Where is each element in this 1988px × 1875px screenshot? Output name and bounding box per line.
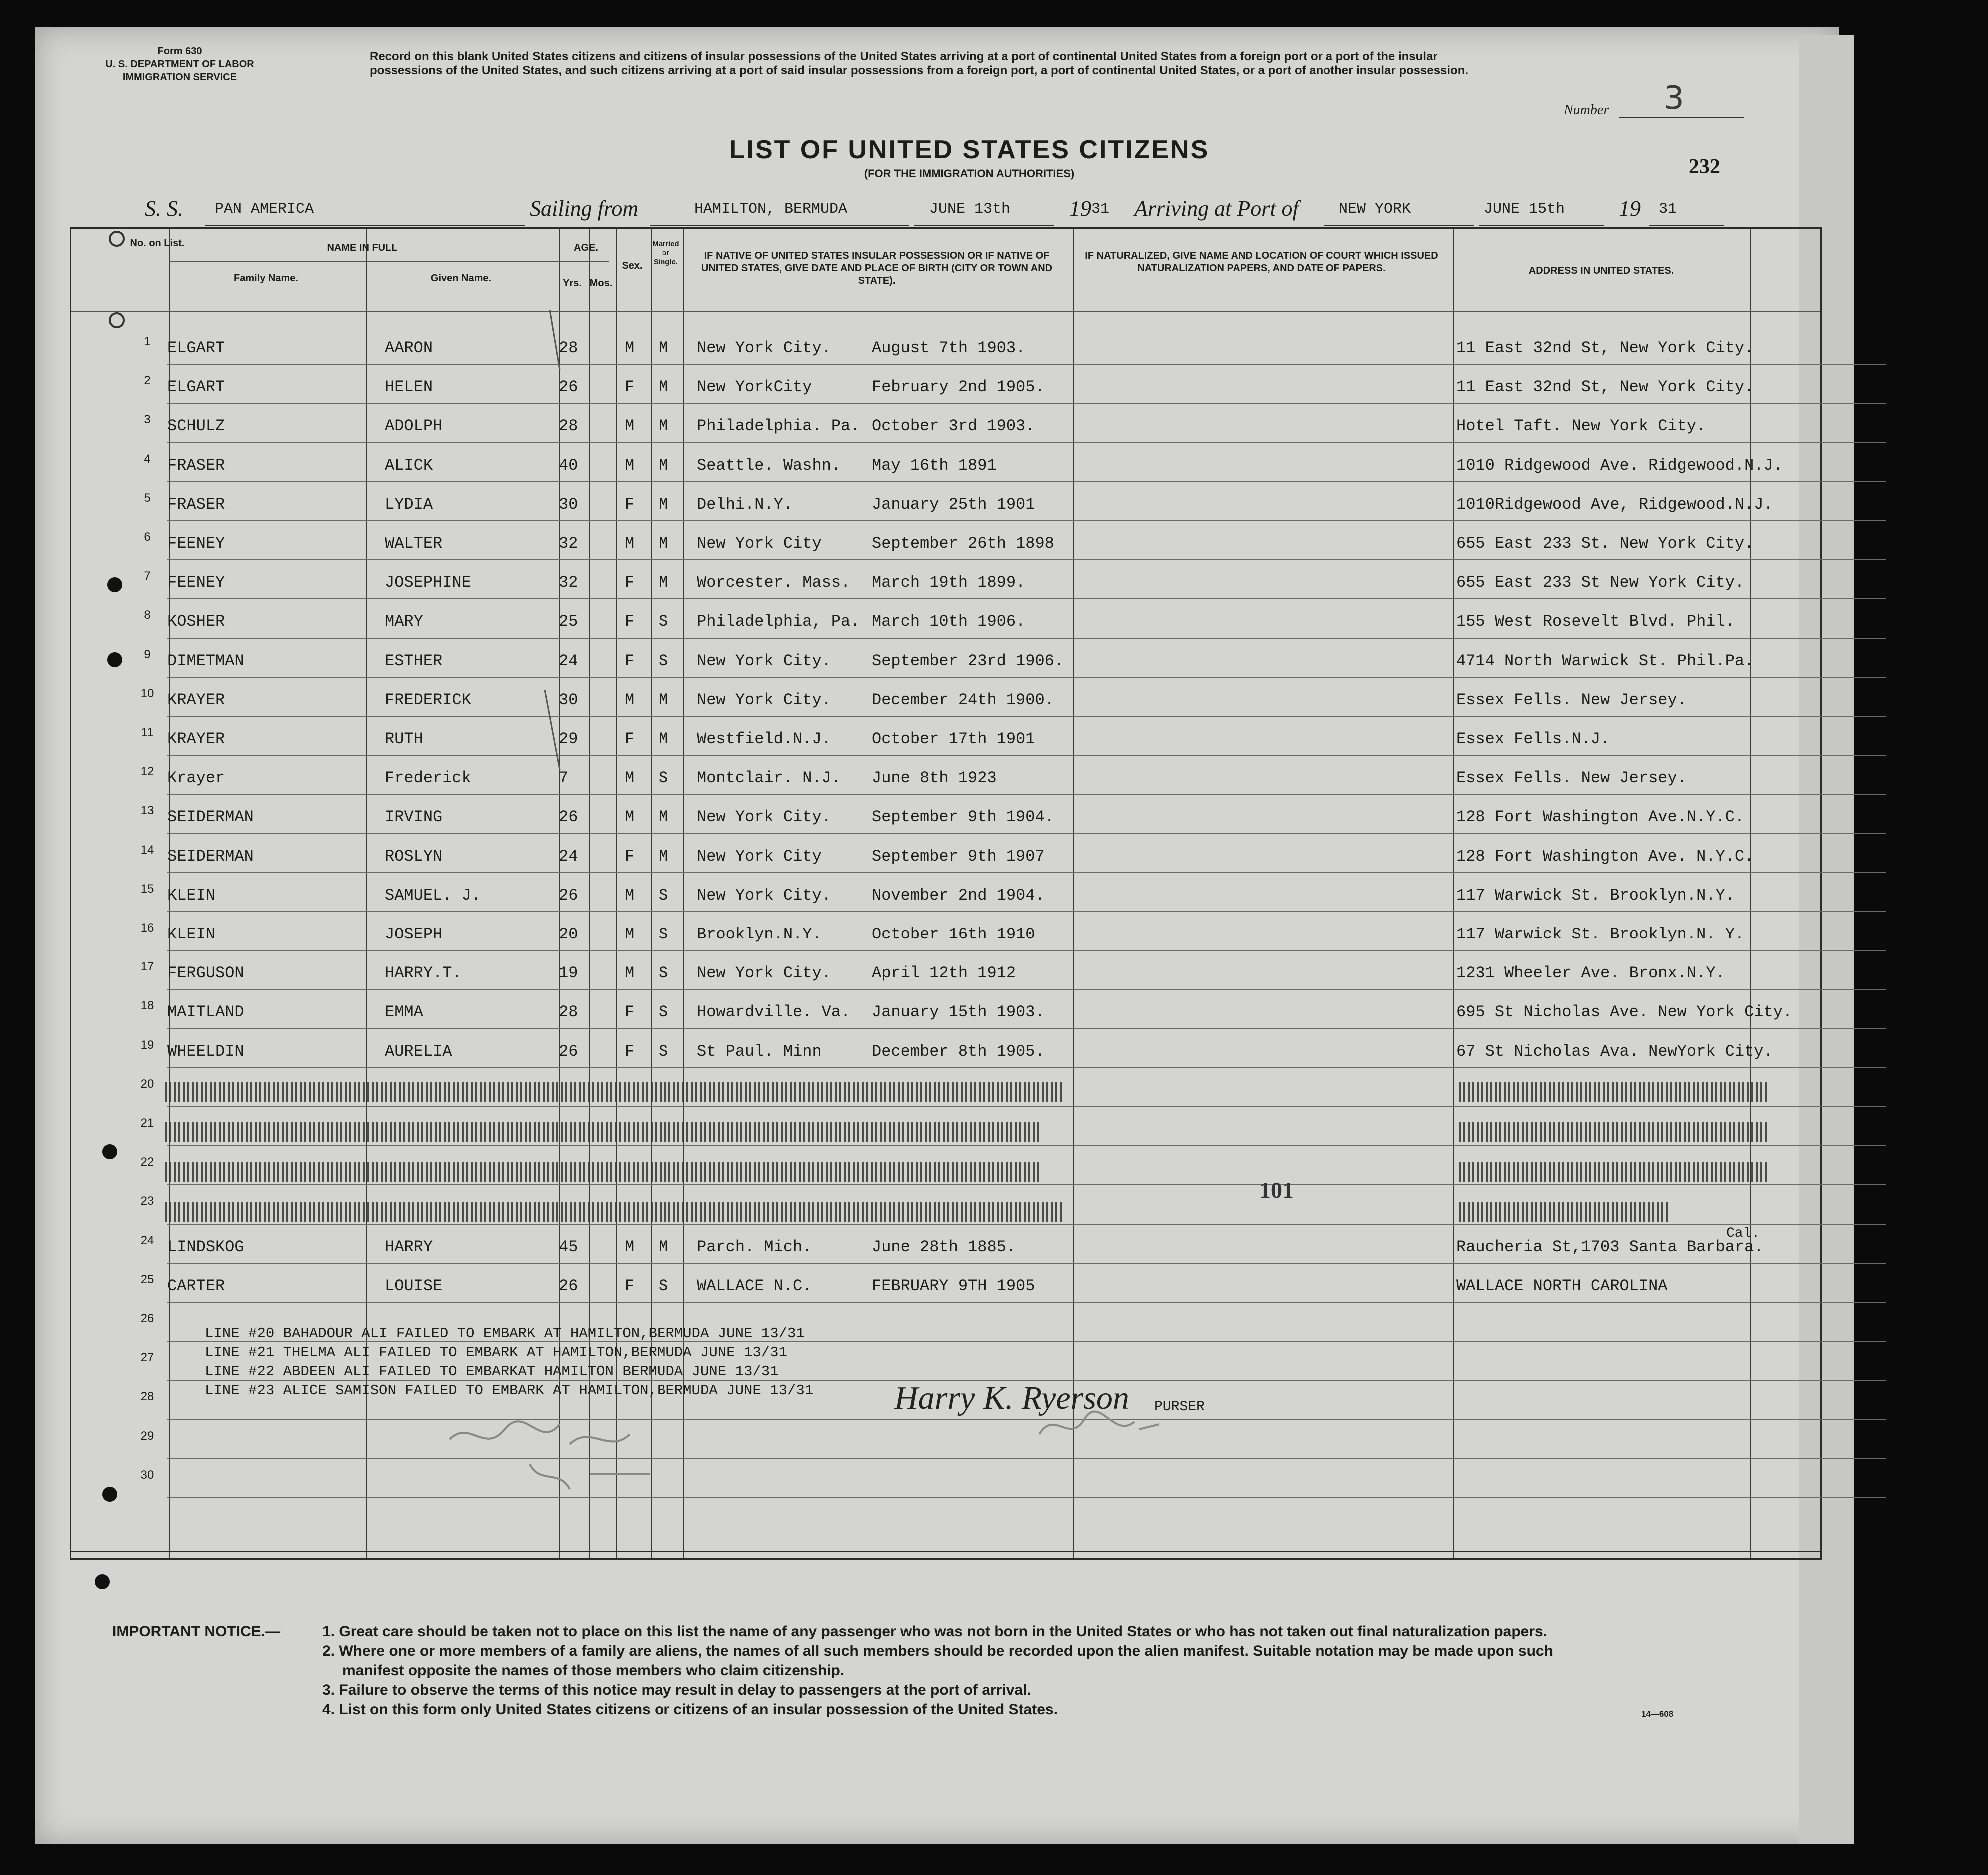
birth-place: Westfield.N.J. [697,730,831,748]
given-name: AURELIA [385,1042,452,1061]
sex: M [625,886,635,905]
sex: F [625,612,635,631]
family-name: FERGUSON [167,964,244,983]
birth-place: New York City. [697,808,831,827]
row-rule [167,872,1886,873]
note-line: LINE #22 ABDEEN ALI FAILED TO EMBARKAT HAMILTON BERMUDA JUNE 13/31 [205,1363,779,1380]
birth-place: Delhi.N.Y. [697,495,793,514]
purser-signature: Harry K. Ryerson [894,1380,1129,1416]
family-name-header: Family Name. [234,273,298,284]
embarkation-notes [205,1324,813,1400]
number-underline [1619,117,1744,118]
us-address: Raucheria St,1703 Santa Barbara. [1456,1237,1764,1256]
marital-status: M [659,417,668,436]
birth-date: September 9th 1907 [872,847,1045,866]
birth-place: WALLACE N.C. [697,1276,812,1295]
row-number: 24 [140,1233,154,1247]
age-years: 30 [559,690,578,709]
us-address: 655 East 233 St. New York City. [1456,534,1754,553]
birth-date: April 12th 1912 [872,964,1016,983]
birth-date: June 28th 1885. [872,1237,1016,1256]
address-header: ADDRESS IN UNITED STATES. [1528,265,1674,276]
birth-date: June 8th 1923 [872,769,997,788]
age-years: 7 [559,769,569,788]
family-name: Krayer [167,769,225,788]
us-address: 655 East 233 St New York City. [1456,573,1745,592]
us-address: 128 Fort Washington Ave. N.Y.C. [1456,847,1754,866]
birth-date: November 2nd 1904. [872,886,1045,905]
birth-place: Montclair. N.J. [697,769,841,788]
sex: M [625,534,635,553]
birth-place: Parch. Mich. [697,1237,812,1256]
strikeout-mark [1459,1082,1769,1102]
us-address: 155 West Rosevelt Blvd. Phil. [1456,612,1735,631]
from-port: HAMILTON, BERMUDA [694,201,848,218]
age-years: 24 [559,847,578,866]
strikeout-mark [165,1202,1064,1222]
birth-place: Philadelphia, Pa. [697,612,860,631]
inspector-stamp: 101 [1259,1177,1294,1203]
arrival-port: NEW YORK [1339,201,1411,218]
row-number: 3 [144,413,151,427]
note-line: LINE #23 ALICE SAMISON FAILED TO EMBARK AT HAMILTON,BERMUDA JUNE 13/31 [205,1382,814,1399]
sex: M [625,456,635,475]
family-name: ELGART [167,339,225,357]
row-number: 16 [140,921,154,935]
us-address: Essex Fells.N.J. [1456,730,1610,748]
row-rule [167,559,1886,560]
row-rule [167,794,1886,795]
row-number: 20 [140,1077,154,1091]
birth-date: September 23rd 1906. [872,651,1064,670]
us-address: 11 East 32nd St, New York City. [1456,378,1754,397]
row-rule [167,833,1886,834]
row-number: 30 [140,1468,154,1482]
form-preamble: Record on this blank United States citizens and citizens of insular possessions of the United States arriving at a port of continental United States from a foreign port or a port of the insular possessions of the United States, and such citizens arriving at a port of said insular possessions from a foreign port, a port of continental United States, or a port of another insular possession. [370,50,1469,77]
birth-place: New York City [697,847,822,866]
given-name: JOSEPHINE [385,573,471,592]
age-header: AGE. [574,242,598,253]
name-in-full-header: NAME IN FULL [327,242,398,253]
marital-status: S [659,964,668,983]
sail-year: 31 [1091,201,1110,218]
yrs-header: Yrs. [563,278,582,289]
us-address: WALLACE NORTH CAROLINA [1456,1276,1668,1295]
row-rule [167,1145,1886,1146]
row-number: 8 [144,608,151,622]
strikeout-mark [165,1122,1039,1142]
row-number: 22 [140,1155,154,1169]
birth-date: December 24th 1900. [872,690,1054,709]
arriving-label: Arriving at Port of [1134,196,1299,221]
number-value: 3 [1664,80,1684,117]
row-rule [167,1184,1886,1185]
us-address: Essex Fells. New Jersey. [1456,690,1687,709]
given-name: HARRY.T. [385,964,462,983]
age-years: 29 [559,730,578,748]
notice-item: 2. Where one or more members of a family are aliens, the names of all such members should be recorded upon the alien manifest. Suitable notation may be made upon such [322,1643,1553,1659]
sex: F [625,847,635,866]
row-number: 26 [140,1312,154,1325]
birth-place: St Paul. Minn [697,1042,822,1061]
birth-date: January 25th 1901 [872,495,1035,514]
birth-place: New YorkCity [697,378,812,397]
form-number: Form 630 [157,46,202,57]
age-years: 28 [559,1003,578,1022]
given-name: HARRY [385,1237,433,1256]
given-name: LYDIA [385,495,433,514]
sail-date: JUNE 13th [929,201,1011,218]
row-rule [167,1224,1886,1225]
address-note: Cal. [1726,1225,1760,1241]
us-address: 1231 Wheeler Ave. Bronx.N.Y. [1456,964,1725,983]
marital-status: M [659,808,668,827]
given-name: LOUISE [385,1276,443,1295]
row-number: 27 [140,1351,154,1365]
given-name: EMMA [385,1003,423,1022]
strikeout-mark [165,1162,1039,1182]
birth-place: Worcester. Mass. [697,573,851,592]
marital-status: M [659,690,668,709]
birth-place: Howardville. Va. [697,1003,851,1022]
row-number: 28 [140,1390,154,1404]
number-label: Number [1564,102,1609,118]
row-rule [167,1458,1886,1459]
family-name: LINDSKOG [167,1237,244,1256]
arrival-date: JUNE 15th [1484,201,1565,218]
underline [914,225,1054,226]
family-name: KLEIN [167,886,216,905]
family-name: ELGART [167,378,225,397]
given-name: Frederick [385,769,471,788]
row-number: 12 [140,765,154,779]
given-name: IRVING [385,808,443,827]
strikeout-mark [165,1082,1064,1102]
family-name: SCHULZ [167,417,225,436]
row-rule [167,911,1886,912]
family-name: FRASER [167,456,225,475]
us-address: 128 Fort Washington Ave.N.Y.C. [1456,808,1745,827]
binder-hole [95,1574,110,1589]
sailing-label: Sailing from [530,196,639,221]
page-stamp: 232 [1689,155,1720,178]
marital-status: S [659,1003,668,1022]
row-number: 14 [140,843,154,857]
marital-status: M [659,534,668,553]
family-name: SEIDERMAN [167,847,254,866]
age-years: 26 [559,808,578,827]
row-rule [167,1263,1886,1264]
birth-date: FEBRUARY 9TH 1905 [872,1276,1035,1295]
sex: M [625,1237,635,1256]
underline [1479,225,1604,226]
row-number: 19 [140,1038,154,1052]
row-rule [167,481,1886,482]
marital-status: M [659,847,668,866]
marital-status: S [659,1042,668,1061]
row-number: 6 [144,530,151,544]
row-number: 29 [140,1429,154,1443]
row-number: 25 [140,1272,154,1286]
us-address: 4714 North Warwick St. Phil.Pa. [1456,651,1754,670]
given-name: ROSLYN [385,847,443,866]
row-number: 11 [141,726,154,739]
strikeout-mark [1459,1162,1769,1182]
us-address: 1010Ridgewood Ave, Ridgewood.N.J. [1456,495,1773,514]
inspector-scribble [440,1409,719,1499]
age-years: 26 [559,886,578,905]
given-name: WALTER [385,534,443,553]
age-years: 32 [559,573,578,592]
age-years: 32 [559,534,578,553]
row-rule [167,442,1886,443]
row-rule [167,520,1886,521]
family-name: FRASER [167,495,225,514]
birth-date: September 26th 1898 [872,534,1054,553]
birth-place: New York City [697,534,822,553]
birth-place: Brooklyn.N.Y. [697,925,822,943]
marital-status: S [659,612,668,631]
age-years: 25 [559,612,578,631]
year-prefix: 19 [1069,196,1091,221]
family-name: WHEELDIN [167,1042,244,1061]
us-address: Essex Fells. New Jersey. [1456,769,1687,788]
row-number: 17 [140,960,154,974]
birth-date: October 16th 1910 [872,925,1035,943]
birth-place: Seattle. Washn. [697,456,841,475]
birth-header: IF NATIVE OF UNITED STATES INSULAR POSSESSION OR IF NATIVE OF UNITED STATES, GIVE DATE AND PLACE OF BIRTH (CITY OR TOWN AND STATE). [701,250,1053,286]
sex: F [625,1276,635,1295]
age-years: 24 [559,651,578,670]
sex: M [625,339,635,357]
row-rule [167,364,1886,365]
sex: F [625,378,635,397]
row-number: 21 [140,1116,154,1130]
inspector-initials [1034,1404,1164,1449]
marital-status: M [659,730,668,748]
form-code: 14—608 [1641,1709,1674,1719]
us-address: Hotel Taft. New York City. [1456,417,1706,436]
sex: F [625,1003,635,1022]
notice-item: 3. Failure to observe the terms of this notice may result in delay to passengers at the port of arrival. [322,1682,1031,1698]
row-number: 1 [144,335,151,348]
underline [205,225,525,226]
underline [1324,225,1474,226]
given-name: ALICK [385,456,433,475]
birth-date: September 9th 1904. [872,808,1054,827]
marital-status: M [659,378,668,397]
naturalization-header: IF NATURALIZED, GIVE NAME AND LOCATION OF COURT WHICH ISSUED NATURALIZATION PAPERS, AND DATE OF PAPERS. [1085,250,1438,274]
strikeout-mark [1459,1122,1769,1142]
us-address: 1010 Ridgewood Ave. Ridgewood.N.J. [1456,456,1783,475]
row-rule [167,598,1886,599]
family-name: KRAYER [167,730,225,748]
family-name: FEENEY [167,534,225,553]
given-name: FREDERICK [385,690,471,709]
sex: M [625,808,635,827]
age-years: 20 [559,925,578,943]
birth-date: January 15th 1903. [872,1003,1045,1022]
underline [650,225,909,226]
notice-item: 1. Great care should be taken not to place on this list the name of any passenger who was not born in the United States or who has not taken out final naturalization papers. [322,1623,1548,1640]
given-name-header: Given Name. [430,273,492,284]
row-rule [167,1497,1886,1498]
row-number: 4 [144,452,151,466]
note-line: LINE #21 THELMA ALI FAILED TO EMBARK AT HAMILTON,BERMUDA JUNE 13/31 [205,1344,787,1361]
ship-name: PAN AMERICA [215,201,314,218]
row-number: 23 [140,1194,154,1208]
row-rule [167,989,1886,990]
age-years: 45 [559,1237,578,1256]
page-title: LIST OF UNITED STATES CITIZENS [729,135,1210,164]
birth-date: March 19th 1899. [872,573,1026,592]
sex: M [625,925,635,943]
birth-place: New York City. [697,690,831,709]
strikeout-mark [1459,1202,1669,1222]
given-name: JOSEPH [385,925,443,943]
row-rule [167,1106,1886,1107]
family-name: SEIDERMAN [167,808,254,827]
sex: M [625,769,635,788]
underline [1649,225,1724,226]
arrival-year: 31 [1659,201,1677,218]
given-name: SAMUEL. J. [385,886,481,905]
row-rule [167,403,1886,404]
row-rule [167,1302,1886,1303]
birth-date: March 10th 1906. [872,612,1026,631]
age-years: 26 [559,1276,578,1295]
sex: F [625,1042,635,1061]
row-number: 10 [140,686,154,700]
birth-place: New York City. [697,886,831,905]
age-years: 28 [559,417,578,436]
mos-header: Mos. [589,278,613,289]
purser-label: PURSER [1154,1399,1205,1415]
age-years: 40 [559,456,578,475]
given-name: ESTHER [385,651,443,670]
row-rule [167,1419,1886,1420]
married-header: Married or Single. [652,240,679,266]
no-on-list-header: No. on List. [130,238,185,249]
sex: M [625,690,635,709]
note-line: LINE #20 BAHADOUR ALI FAILED TO EMBARK AT HAMILTON,BERMUDA JUNE 13/31 [205,1325,805,1342]
birth-date: May 16th 1891 [872,456,997,475]
us-address: 67 St Nicholas Ava. NewYork City. [1456,1042,1773,1061]
sex: F [625,573,635,592]
sex: M [625,964,635,983]
page-subtitle: (FOR THE IMMIGRATION AUTHORITIES) [864,167,1075,180]
row-number: 5 [144,491,151,505]
birth-date: October 3rd 1903. [872,417,1035,436]
service-name: IMMIGRATION SERVICE [122,72,237,83]
age-years: 26 [559,378,578,397]
marital-status: M [659,456,668,475]
marital-status: S [659,925,668,943]
ss-label: S. S. [145,196,183,221]
marital-status: S [659,886,668,905]
row-number: 18 [140,999,154,1013]
birth-date: December 8th 1905. [872,1042,1045,1061]
family-name: CARTER [167,1276,225,1295]
family-name: KLEIN [167,925,216,943]
age-years: 19 [559,964,578,983]
sex: F [625,495,635,514]
notice-item: manifest opposite the names of those members who claim citizenship. [342,1662,845,1679]
birth-date: February 2nd 1905. [872,378,1045,397]
us-address: 117 Warwick St. Brooklyn.N.Y. [1456,886,1735,905]
family-name: FEENEY [167,573,225,592]
row-rule [167,1067,1886,1068]
row-rule [167,755,1886,756]
notice-lead: IMPORTANT NOTICE.— [112,1623,281,1640]
birth-place: New York City. [697,964,831,983]
birth-place: New York City. [697,339,831,357]
marital-status: S [659,1276,668,1295]
check-marks [540,310,600,1259]
row-rule [167,950,1886,951]
year-prefix: 19 [1619,196,1641,221]
birth-place: New York City. [697,651,831,670]
given-name: ADOLPH [385,417,443,436]
row-number: 7 [144,569,151,583]
row-number: 13 [140,804,154,818]
us-address: 117 Warwick St. Brooklyn.N. Y. [1456,925,1745,943]
sex: F [625,730,635,748]
family-name: DIMETMAN [167,651,244,670]
family-name: KOSHER [167,612,225,631]
row-rule [167,716,1886,717]
birth-date: August 7th 1903. [872,339,1026,357]
notice-item: 4. List on this form only United States citizens or citizens of an insular possession of the United States. [322,1701,1058,1718]
row-number: 15 [140,882,154,896]
given-name: RUTH [385,730,423,748]
birth-place: Philadelphia. Pa. [697,417,860,436]
us-address: 695 St Nicholas Ave. New York City. [1456,1003,1793,1022]
us-address: 11 East 32nd St, New York City. [1456,339,1754,357]
marital-status: M [659,1237,668,1256]
sex: M [625,417,635,436]
age-years: 28 [559,339,578,357]
marital-status: M [659,573,668,592]
birth-date: October 17th 1901 [872,730,1035,748]
row-rule [167,1028,1886,1029]
sex-header: Sex. [622,260,643,271]
family-name: MAITLAND [167,1003,244,1022]
row-rule [167,677,1886,678]
marital-status: S [659,651,668,670]
sex: F [625,651,635,670]
given-name: HELEN [385,378,433,397]
marital-status: M [659,495,668,514]
age-years: 26 [559,1042,578,1061]
given-name: MARY [385,612,423,631]
row-number: 2 [144,374,151,388]
marital-status: M [659,339,668,357]
row-number: 9 [144,647,151,661]
given-name: AARON [385,339,433,357]
department-name: U. S. DEPARTMENT OF LABOR [105,59,254,70]
family-name: KRAYER [167,690,225,709]
age-years: 30 [559,495,578,514]
marital-status: S [659,769,668,788]
row-rule [167,638,1886,639]
form-identifier [55,45,305,84]
